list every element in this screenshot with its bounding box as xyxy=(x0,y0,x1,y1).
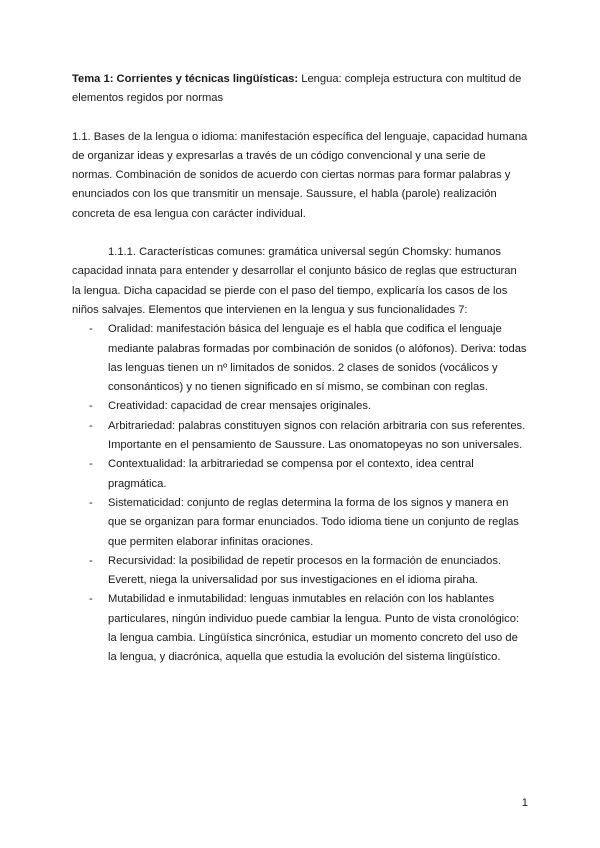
list-item xyxy=(89,494,528,552)
bullet-dash: - xyxy=(89,496,93,509)
list-item xyxy=(89,552,528,591)
list-item xyxy=(89,455,528,494)
section-1-1-1: 1.1.1. Características comunes: gramática universal según Chomsky: humanos capacidad innata para entender y desarrollar el conjunto básico de reglas que estructuran la lengua. Dicha capacidad se pierde con el paso del tiempo, explicaría los casos de los niños salvajes. Elementos que intervienen en la lengua y sus funcionalidades 7: xyxy=(72,246,517,316)
page-number: 1 xyxy=(521,797,528,809)
bullet-dash: - xyxy=(89,400,93,413)
list-item xyxy=(89,320,528,397)
feature-text: Arbitrariedad: palabras constituyen signos con relación arbitraria con sus referentes. Importante en el pensamiento de Saussure. Las onomatopeyas no son universales. xyxy=(108,419,526,452)
list-item xyxy=(89,417,528,456)
section-1-1: 1.1. Bases de la lengua o idioma: manifestación específica del lenguaje, capacidad humana de organizar ideas y expresarlas a través de un código convencional y una serie de normas. Combinación de sonidos de acuerdo con ciertas normas para formar palabras y enunciados con los que transmitir un mensaje. Saussure, el habla (parole) realización concreta de esa lengua con carácter individual. xyxy=(72,130,528,220)
list-item xyxy=(89,590,528,667)
feature-text: Contextualidad: la arbitrariedad se compensa por el contexto, idea central pragmática. xyxy=(108,458,474,490)
list-item xyxy=(89,397,528,416)
feature-text: Creatividad: capacidad de crear mensajes originales. xyxy=(108,400,372,413)
bullet-dash: - xyxy=(89,593,93,606)
feature-text: Mutabilidad e inmutabilidad: lenguas inmutables en relación con los hablantes particulares, ningún individuo puede cambiar la lengua. Punto de vista cronológico: la lengua cambia. Lingüística sincrónica, estudiar un momento concreto del uso de la lengua, y diacrónica, aquella que estudia la evolución del sistema lingüístico. xyxy=(108,593,520,664)
topic-heading xyxy=(72,70,528,109)
bullet-dash: - xyxy=(89,458,93,471)
feature-text: Oralidad: manifestación básica del lenguaje es el habla que codifica el lenguaje mediante palabras formadas por combinación de sonidos (o alófonos). Deriva: todas las lenguas tienen un nº limitados de sonidos. 2 clases de sonidos (vocálicos y consonánticos) y no tienen significado en sí mismo, se combinan con reglas. xyxy=(108,323,527,394)
topic-description: Lengua: compleja estructura con multitud de elementos regidos por normas xyxy=(72,73,522,105)
bullet-dash: - xyxy=(89,323,93,336)
bullet-dash: - xyxy=(89,554,93,567)
features-list xyxy=(72,320,528,667)
bullet-dash: - xyxy=(89,419,93,432)
topic-title: Tema 1: Corrientes y técnicas lingüísticas: xyxy=(72,73,299,85)
feature-text: Sistematicidad: conjunto de reglas determina la forma de los signos y manera en que se organizan para formar enunciados. Todo idioma tiene un conjunto de reglas que permiten elaborar infinitas oraciones. xyxy=(108,496,519,548)
feature-text: Recursividad: la posibilidad de repetir procesos en la formación de enunciados. Everett, niega la universalidad por sus investigaciones en el idioma piraha. xyxy=(108,554,502,587)
